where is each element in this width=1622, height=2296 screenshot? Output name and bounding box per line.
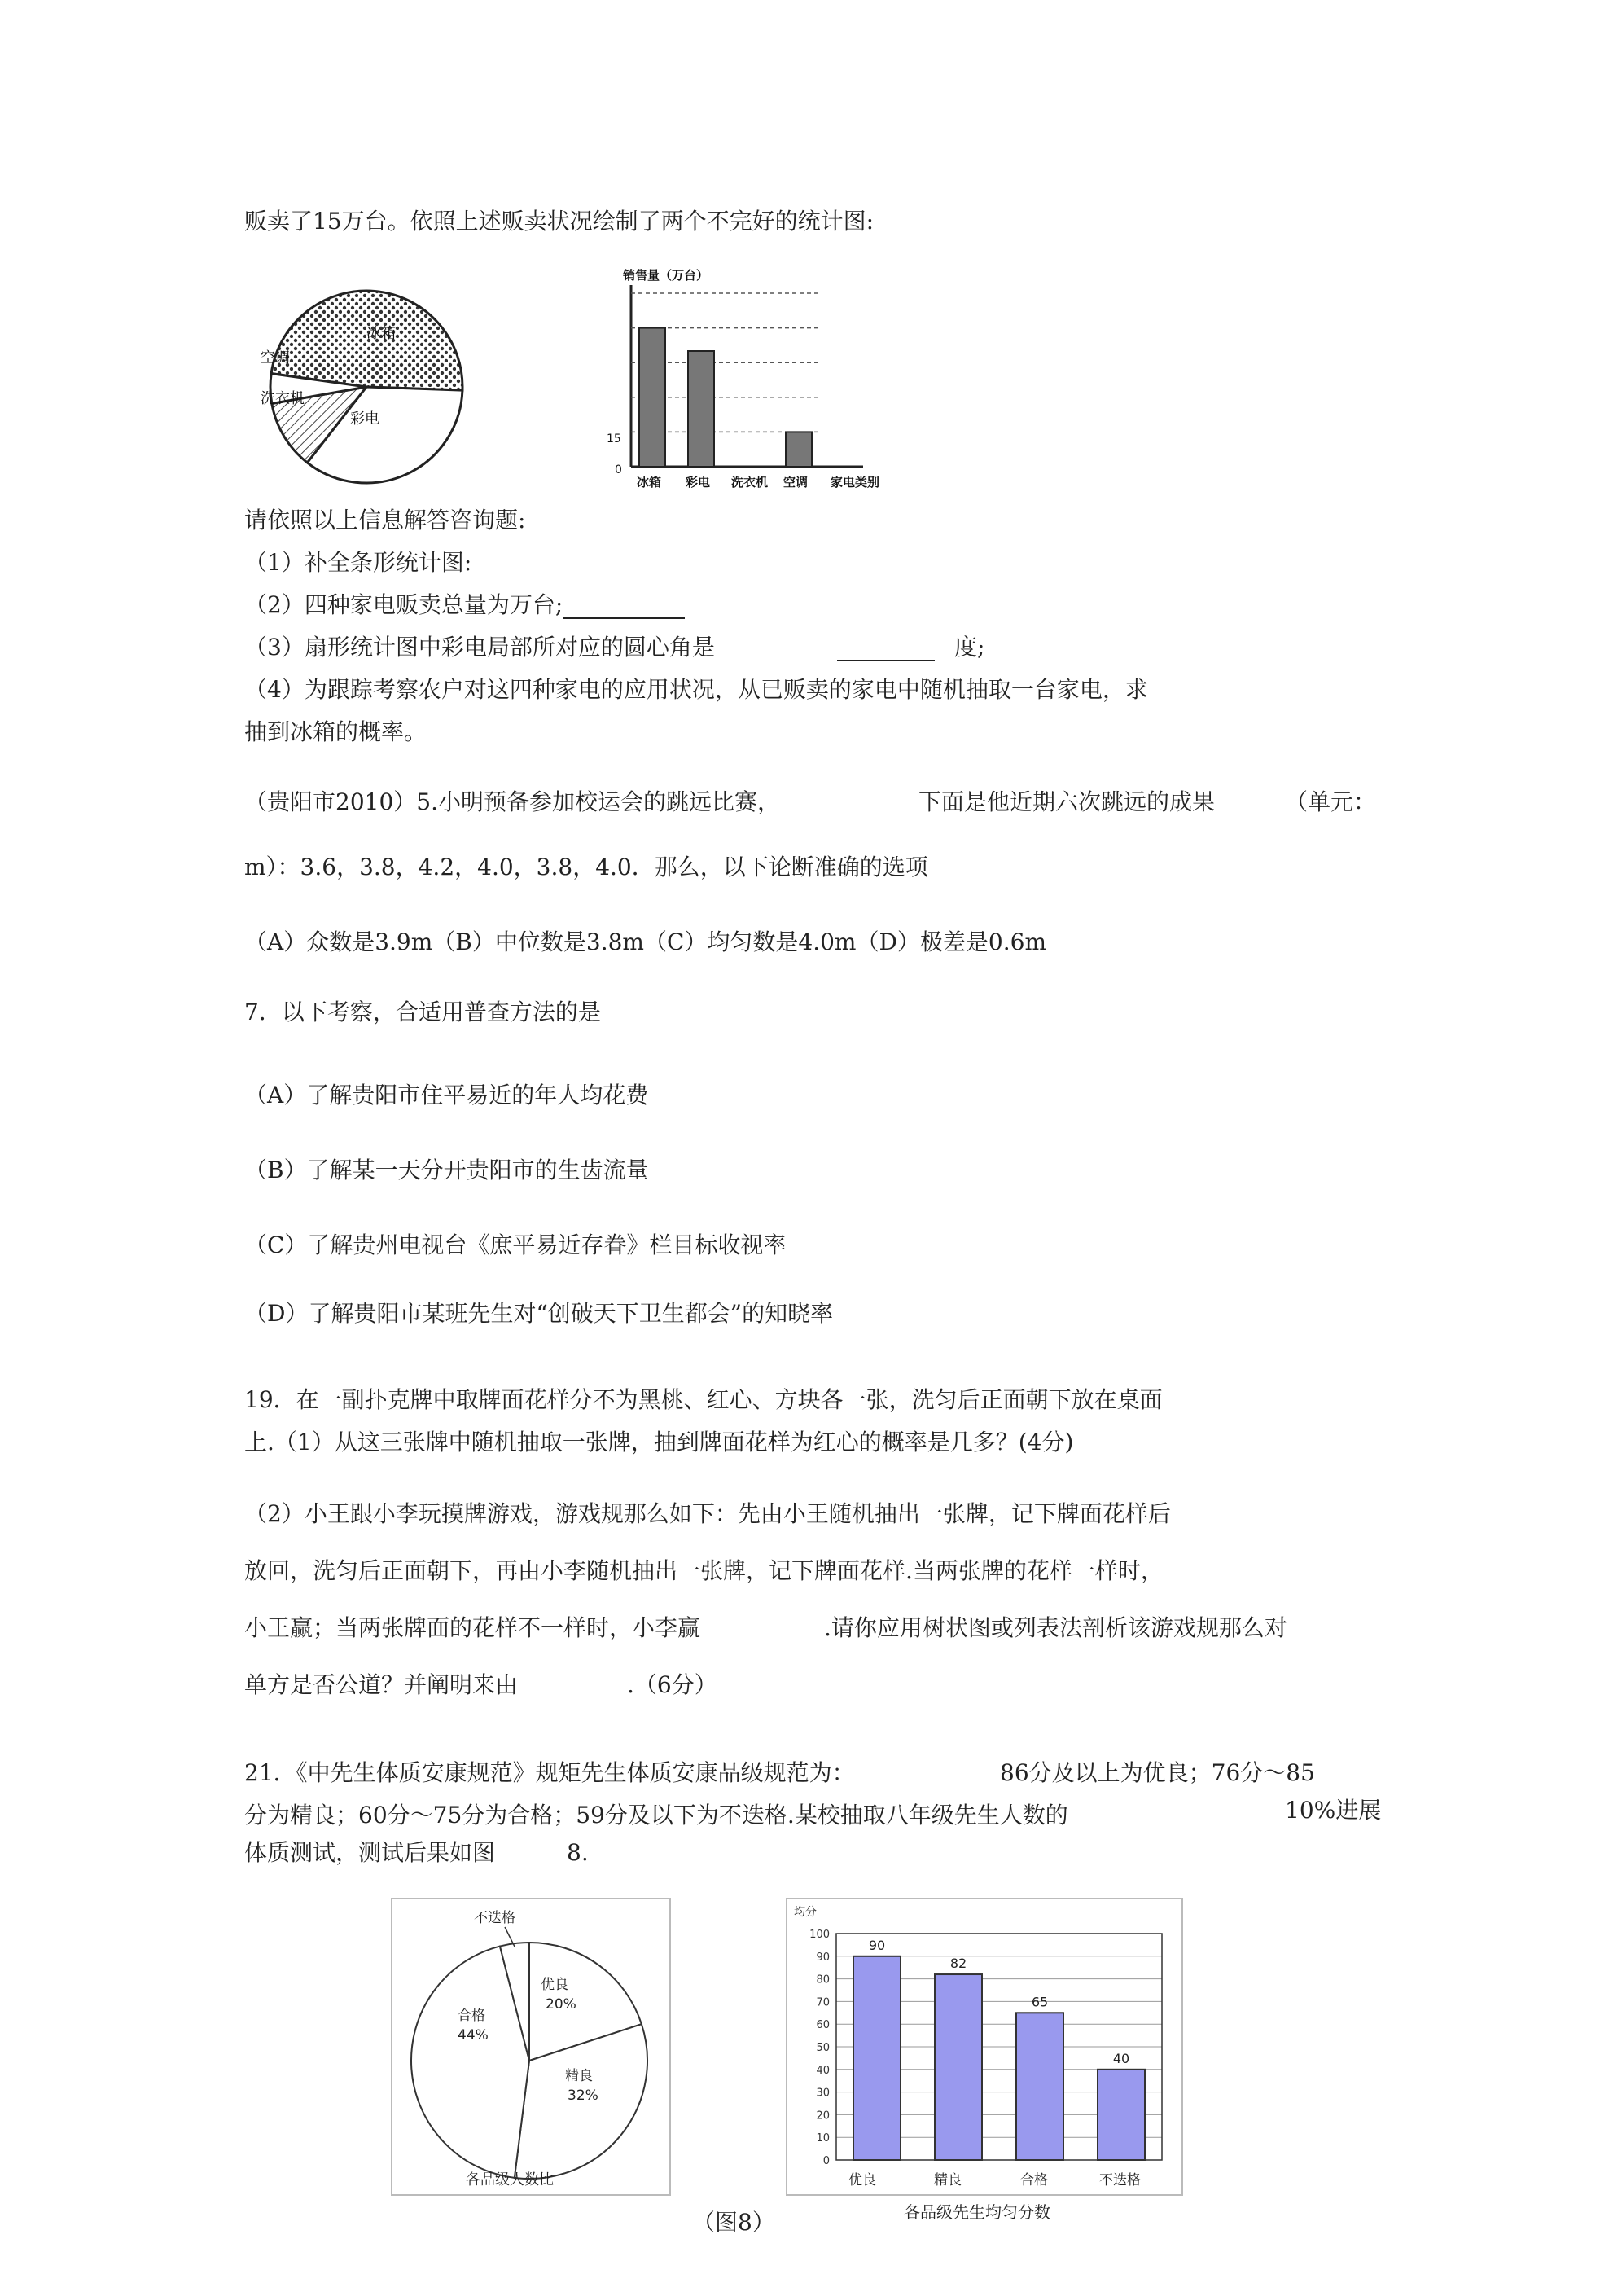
text-line: 19．在一副扑克牌中取牌面花样分不为黑桃、红心、方块各一张，洗匀后正面朝下放在桌面 <box>244 1386 1163 1413</box>
bar2-xtick-1: 精良 <box>934 2172 962 2188</box>
pie-label-washer: 洗衣机 <box>261 390 305 407</box>
text-line: （D）了解贵阳市某班先生对“创破天下卫生都会”的知晓率 <box>244 1300 834 1327</box>
bar2-xtick-0: 优良 <box>848 2172 876 2188</box>
text-line: （单元： <box>1285 788 1377 815</box>
bar1-xtick-0: 冰箱 <box>637 475 662 489</box>
bar1-bar <box>639 328 665 467</box>
question-text: （2）四种家电贩卖总量为万台; <box>244 591 563 618</box>
text-line: m）：3.6，3.8，4.2，4.0，3.8，4.0．那么，以下论断准确的选项 <box>244 854 928 880</box>
text-line: .（6分） <box>627 1671 717 1698</box>
bar2-bar <box>1098 2070 1145 2160</box>
text-line: （4）为跟踪考察农户对这四种家电的应用状况，从已贩卖的家电中随机抽取一台家电，求 <box>244 676 1148 703</box>
bar1-ytick-15: 15 <box>607 432 621 446</box>
bar2-ytick: 50 <box>816 2042 830 2054</box>
figure-caption: （图8） <box>692 2209 775 2236</box>
grade-bar-title: 各品级先生均匀分数 <box>904 2202 1050 2222</box>
text-line: （1）补全条形统计图: <box>244 549 472 576</box>
appliance-pie-chart <box>244 289 489 485</box>
bar2-ytick: 80 <box>816 1973 830 1987</box>
bar2-xtick-3: 不迭格 <box>1099 2172 1141 2188</box>
bar2-data-label: 40 <box>1112 2050 1130 2066</box>
text-line: 上.（1）从这三张牌中随机抽取一张牌，抽到牌面花样为红心的概率是几多？(4分) <box>244 1429 1074 1455</box>
text-line: （贵阳市2010）5.小明预备参加校运会的跳远比赛， <box>244 788 780 815</box>
bar2-ytick: 60 <box>816 2019 830 2032</box>
pie-label-tv: 彩电 <box>350 410 379 428</box>
text-line: 抽到冰箱的概率。 <box>244 718 427 745</box>
bar2-ytick: 40 <box>816 2064 830 2077</box>
text-line: 7．以下考察，合适用普查方法的是 <box>244 999 601 1025</box>
text-line: 贩卖了15万台。依照上述贩卖状况绘制了两个不完好的统计图: <box>244 208 875 235</box>
text-line: .请你应用树状图或列表法剖析该游戏规那么对 <box>824 1614 1287 1641</box>
text-line: 小王赢；当两张牌面的花样不一样时，小李赢 <box>244 1614 701 1641</box>
bar2-data-label: 90 <box>868 1937 886 1953</box>
text-line: 单方是否公道？并阐明来由 <box>244 1671 519 1698</box>
bar1-bar <box>688 351 714 467</box>
bar2-bar <box>853 1956 901 2160</box>
text-line: 度; <box>954 634 985 661</box>
pie2-value-pass: 44% <box>458 2027 489 2044</box>
pie2-label-good: 精良 <box>565 2068 593 2084</box>
appliance-bar-chart <box>594 265 912 501</box>
answer-blank[interactable] <box>837 639 935 661</box>
pie2-label-pass: 合格 <box>458 2008 485 2024</box>
bar2-ytick: 0 <box>822 2155 830 2167</box>
text-line: 86分及以上为优良；76分～85 <box>1000 1759 1315 1786</box>
pie2-title: 各品级人数比 <box>466 2171 554 2188</box>
pie2-value-excellent: 20% <box>546 1996 576 2013</box>
bar2-data-label: 65 <box>1031 1994 1049 2010</box>
text-line: 21．《中先生体质安康规范》规矩先生体质安康品级规范为： <box>244 1759 855 1786</box>
bar2-data-label: 82 <box>949 1956 967 1972</box>
grade-pie-panel <box>391 1898 671 2196</box>
bar1-bar <box>786 432 812 467</box>
bar1-ylabel: 销售量（万台） <box>623 268 709 283</box>
text-line: 8. <box>567 1839 589 1866</box>
bar2-ytick: 70 <box>816 1996 830 2009</box>
pie2-value-good: 32% <box>568 2087 598 2104</box>
bar1-xlabel: 家电类别 <box>831 475 880 489</box>
grade-pie-chart <box>392 1899 669 2194</box>
bar1-ytick-0: 0 <box>615 463 622 476</box>
bar2-ytick: 90 <box>816 1951 830 1964</box>
text-line: （A）众数是3.9m（B）中位数是3.8m（C）均匀数是4.0m（D）极差是0.6m <box>244 928 1046 955</box>
text-line: 10%进展 <box>1285 1797 1382 1824</box>
text-line <box>244 591 685 619</box>
bar2-ytick: 30 <box>816 2087 830 2100</box>
text-line: 分为精良；60分～75分为合格；59分及以下为不迭格.某校抽取八年级先生人数的 <box>244 1802 1068 1828</box>
text-line: 请依照以上信息解答咨询题: <box>244 507 526 533</box>
bar2-bar <box>1016 2013 1063 2160</box>
text-line: （B）了解某一天分开贵阳市的生齿流量 <box>244 1157 649 1183</box>
bar2-ylabel: 均分 <box>794 1906 817 1919</box>
grade-bar-panel <box>786 1898 1183 2196</box>
bar2-ytick: 100 <box>809 1929 830 1941</box>
pie-label-fridge: 冰箱 <box>366 325 396 342</box>
text-line: （C）了解贵州电视台《庶平易近存眷》栏目标收视率 <box>244 1231 787 1258</box>
bar1-xtick-2: 洗衣机 <box>731 475 769 489</box>
text-line: 下面是他近期六次跳远的成果 <box>918 788 1216 815</box>
grade-bar-chart <box>787 1899 1181 2194</box>
pie2-label-fail: 不迭格 <box>474 1910 515 1926</box>
bar2-ytick: 20 <box>816 2109 830 2123</box>
bar2-xtick-2: 合格 <box>1020 2172 1048 2188</box>
bar2-bar <box>935 1974 982 2160</box>
pie-label-ac: 空调 <box>261 349 290 367</box>
text-line: （3）扇形统计图中彩电局部所对应的圆心角是 <box>244 634 715 661</box>
pie2-label-excellent: 优良 <box>541 1977 568 1993</box>
bar1-xtick-3: 空调 <box>783 475 809 489</box>
text-line: 体质测试，测试后果如图 <box>244 1839 496 1866</box>
text-line: （2）小王跟小李玩摸牌游戏，游戏规那么如下：先由小王随机抽出一张牌，记下牌面花样后 <box>244 1500 1171 1527</box>
text-line: 放回，洗匀后正面朝下，再由小李随机抽出一张牌，记下牌面花样.当两张牌的花样一样时， <box>244 1557 1164 1584</box>
bar2-ytick: 10 <box>816 2132 830 2145</box>
bar1-xtick-1: 彩电 <box>686 475 711 489</box>
text-line: （A）了解贵阳市住平易近的年人均花费 <box>244 1082 649 1108</box>
answer-blank[interactable] <box>563 596 685 619</box>
